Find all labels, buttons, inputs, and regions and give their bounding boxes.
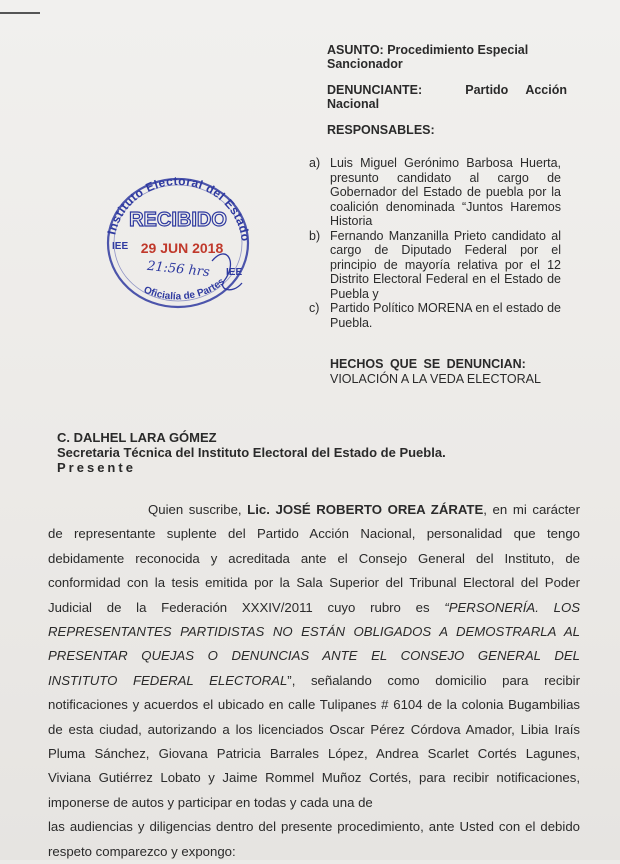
denunciante-label: DENUNCIANTE: (327, 83, 423, 97)
thesis-title: “PERSONERÍA. LOS (444, 599, 580, 615)
list-item (309, 301, 561, 330)
body-line: debidamente reconocida y acreditada ante el Consejo General del Instituto, de (48, 550, 580, 566)
body-line: de representante suplente del Partido Acción Nacional, personalidad que tengo (48, 526, 580, 542)
body-text: ”, señalando como domicilio para recibir (287, 672, 580, 688)
asunto-value-2: Sancionador (327, 57, 403, 71)
body-line (48, 669, 580, 693)
body-line (48, 596, 580, 620)
asunto-block (327, 43, 567, 71)
stamp-status: RECIBIDO (129, 209, 227, 231)
body-line: notificaciones y acuerdos el ubicado en calle Tulipanes # 6104 de la colonia Bugambilias (48, 697, 580, 713)
stamp-top-text: Instituto Electoral del Estado (104, 173, 253, 243)
addressee-role: Secretaria Técnica del Instituto Electoral del Estado de Puebla. (57, 445, 446, 460)
body-line: de esta ciudad, autorizando a los licenciados Oscar Pérez Córdova Amador, Libia Iraís (48, 721, 580, 737)
asunto-label: ASUNTO: (327, 43, 384, 57)
body-line: conformidad con la tesis emitida por la Sala Superior del Tribunal Electoral del Poder (48, 575, 580, 591)
addressee-name: C. DALHEL LARA GÓMEZ (57, 430, 217, 445)
responsables-list (309, 156, 561, 330)
thesis-title: INSTITUTO FEDERAL ELECTORAL (48, 672, 288, 688)
stamp-time: 21:56 hrs (146, 258, 211, 281)
hechos-label: HECHOS QUE SE DENUNCIAN: (330, 357, 526, 371)
body-line: Viviana Gutiérrez Lobato y Jaime Rommel Muñoz Cortés, para recibir notificaciones, (48, 770, 580, 786)
item-text: Partido Político MORENA en el estado de Puebla. (330, 301, 561, 330)
top-rule (0, 12, 40, 14)
body-line: REPRESENTANTES PARTIDISTAS NO ESTÁN OBLIGADOS A DEMOSTRARLA AL (48, 624, 580, 640)
body-paragraph (48, 498, 580, 864)
body-line: imponerse de autos y participar en todas y cada una de (48, 794, 373, 810)
body-text: , en mi carácter (483, 502, 580, 517)
item-text: Luis Miguel Gerónimo Barbosa Huerta, presunto candidato al cargo de Gobernador del Estado de puebla por la coalición denominada “Juntos Haremos Historia (330, 156, 561, 228)
iee-logo-left-icon: IEE (112, 241, 129, 252)
item-marker: b) (309, 228, 321, 243)
hechos-block (330, 357, 558, 386)
responsables-heading (327, 123, 567, 137)
case-header (327, 43, 567, 149)
body-line: Pluma Sánchez, Giovana Patricia Barrales López, Andrea Scarlet Cortés Lagunes, (48, 746, 580, 762)
denunciante-value-2: Nacional (327, 97, 380, 111)
body-line: respeto comparezco y expongo: (48, 843, 236, 859)
responsables-label: RESPONSABLES: (327, 123, 435, 137)
list-item (309, 229, 561, 302)
received-stamp (92, 163, 262, 313)
item-marker: c) (309, 301, 320, 315)
denunciante-block (327, 83, 567, 111)
body-text: Judicial de la Federación XXXIV/2011 cuyo rubro es (48, 599, 445, 615)
body-line: las audiencias y diligencias dentro del presente procedimiento, ante Usted con el debido (48, 819, 580, 835)
denunciante-value: Partido Acción (465, 83, 567, 97)
hechos-value: VIOLACIÓN A LA VEDA ELECTORAL (330, 371, 541, 386)
body-text: Quien suscribe, (148, 502, 248, 517)
iee-logo-right-icon: IEE (226, 267, 243, 278)
signatory-name: Lic. JOSÉ ROBERTO OREA ZÁRATE (247, 502, 484, 517)
item-text: Fernando Manzanilla Prieto candidato al cargo de Diputado Federal por el principio de mayoría relativa por el 12 Distrito Electoral Federal en el Estado de Puebla y (330, 228, 561, 301)
body-line (48, 498, 580, 522)
presente-label: Presente (57, 460, 136, 475)
list-item (309, 156, 561, 229)
document-body (48, 498, 580, 864)
stamp-bottom-text: Oficialía de Partes (141, 276, 228, 303)
stamp-date: 29 JUN 2018 (140, 240, 224, 256)
addressee-block (57, 430, 517, 475)
asunto-value: Procedimiento Especial (387, 43, 529, 57)
body-line: PRESENTAR QUEJAS O DENUNCIAS ANTE EL CONSEJO GENERAL DEL (48, 648, 580, 664)
item-marker: a) (309, 156, 321, 170)
